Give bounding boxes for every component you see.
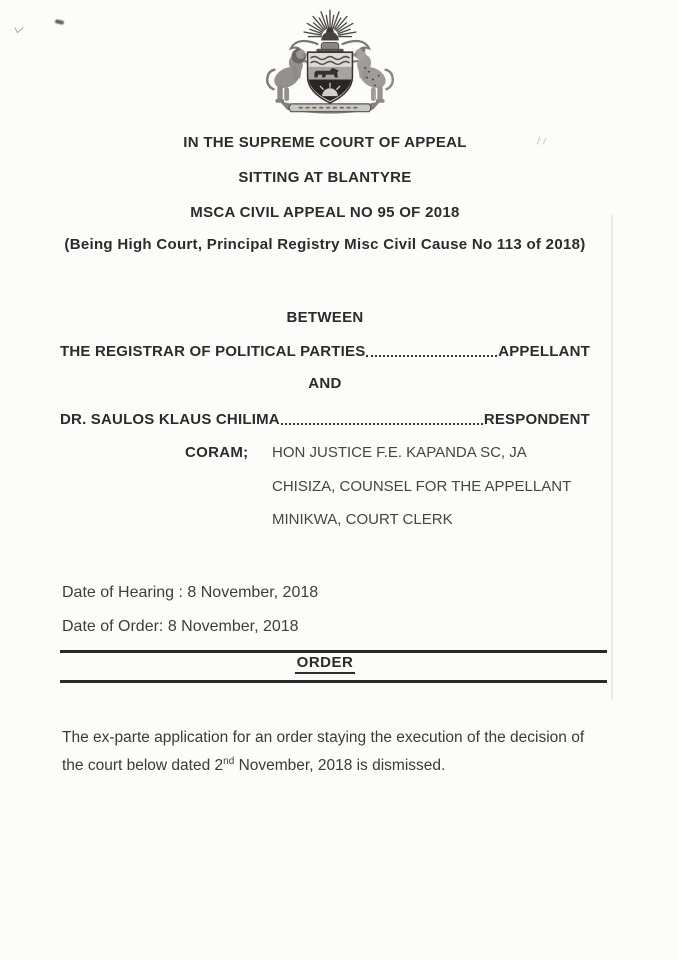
and-label: AND [308, 375, 342, 392]
appellant-line [60, 342, 590, 361]
respondent-name: DR. SAULOS KLAUS CHILIMA [60, 411, 280, 428]
coram-member-clerk: MINIKWA, COURT CLERK [272, 511, 453, 528]
scan-artifact-pen-tick [14, 23, 23, 34]
coram-member-counsel: CHISIZA, COUNSEL FOR THE APPELLANT [272, 478, 572, 495]
coram-section [60, 443, 590, 529]
court-name: IN THE SUPREME COURT OF APPEAL [183, 134, 467, 151]
coram-members [272, 443, 590, 529]
coram-label: CORAM; [185, 444, 249, 461]
order-body-line2: the court below dated 2nd November, 2018 is dismissed. [62, 755, 446, 774]
order-heading: ORDER [60, 653, 590, 672]
document-content [60, 0, 590, 780]
dotted-leader [281, 423, 483, 425]
appeal-number: MSCA CIVIL APPEAL NO 95 OF 2018 [190, 204, 460, 221]
coram-member-judge: HON JUSTICE F.E. KAPANDA SC, JA [272, 444, 527, 461]
date-of-hearing: Date of Hearing : 8 November, 2018 [62, 584, 319, 601]
appellant-role: APPELLANT [498, 343, 590, 360]
ordinal-suffix: nd [223, 755, 235, 767]
between-label: BETWEEN [286, 309, 364, 326]
order-body-line1: The ex-parte application for an order staying the execution of the decision of [62, 729, 585, 746]
case-origin: (Being High Court, Principal Registry Misc Civil Cause No 113 of 2018) [64, 236, 586, 253]
date-of-order: Date of Order: 8 November, 2018 [62, 618, 299, 635]
sitting-location: SITTING AT BLANTYRE [238, 169, 412, 186]
appellant-name: THE REGISTRAR OF POLITICAL PARTIES [60, 343, 366, 360]
respondent-role: RESPONDENT [483, 411, 590, 428]
order-body [62, 724, 590, 780]
respondent-line [60, 410, 590, 429]
scan-artifact-edge-line [611, 215, 613, 700]
horizontal-rule [60, 680, 607, 683]
dotted-leader [366, 355, 497, 357]
